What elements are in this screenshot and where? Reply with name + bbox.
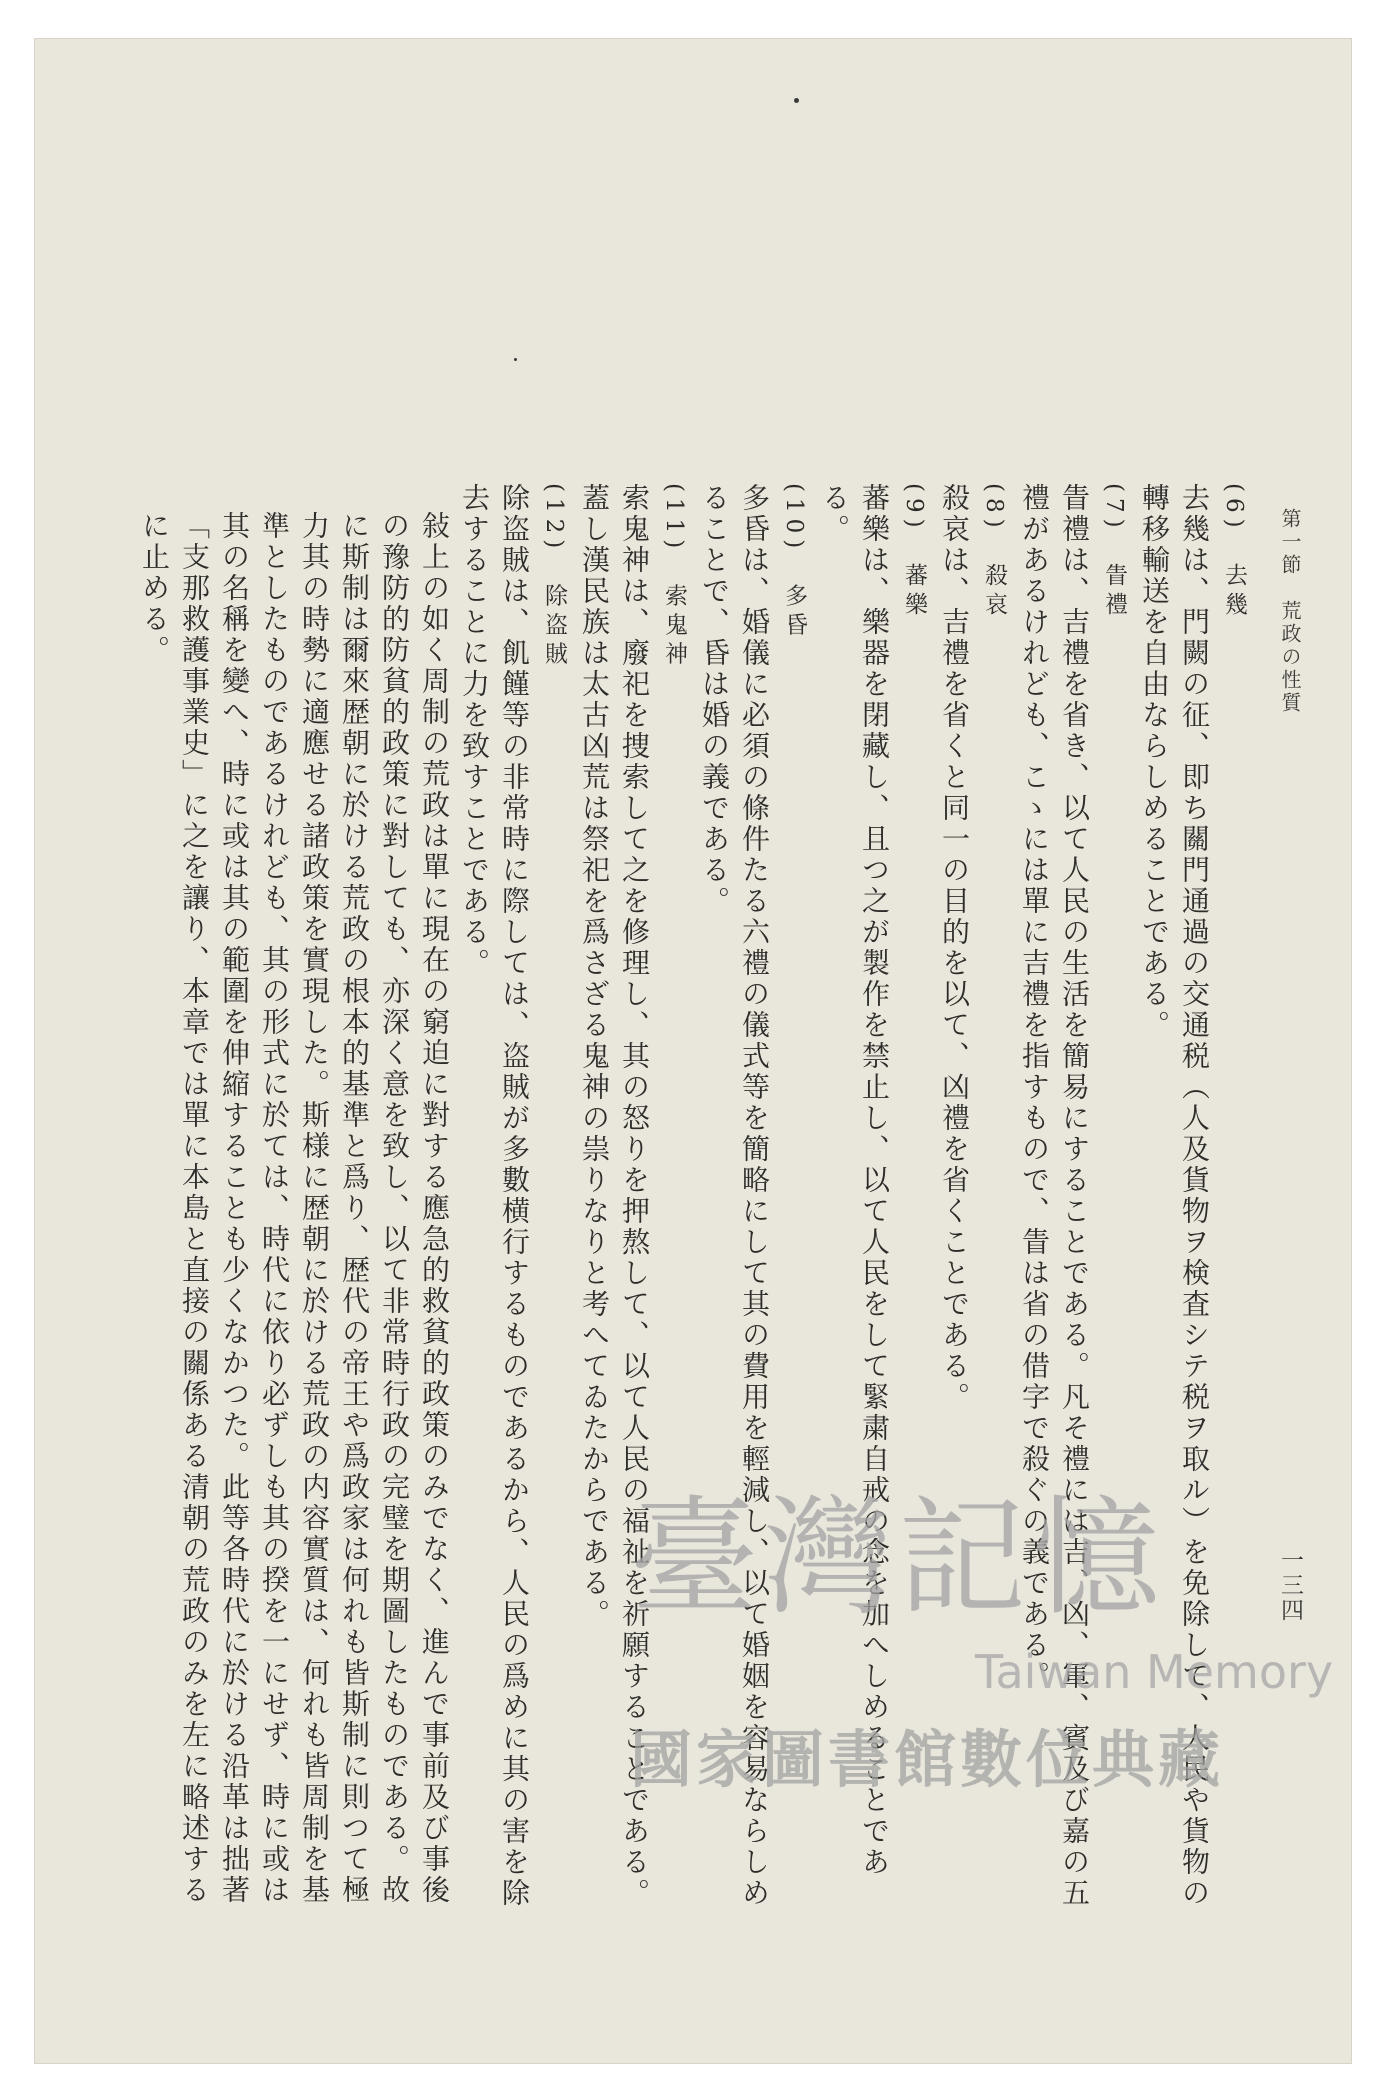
paragraph: 眚禮は、吉禮を省き、以て人民の生活を簡易にすることである。凡そ禮には吉、凶、軍、賓及び嘉の五禮があるけれども、こゝには單に吉禮を指すもので、眚は省の借字で殺ぐの義である。 xyxy=(1018,483,1091,1909)
page-number: 一三四 xyxy=(1277,1548,1303,1623)
section-heading: (11) 索鬼神 xyxy=(661,483,687,671)
section-heading: (10) 多昏 xyxy=(781,483,807,642)
summary-paragraph: 敍上の如く周制の荒政は單に現在の窮迫に對する應急的救貧的政策のみでなく、進んで事前及び事後の豫防的防貧的政策に對しても、亦深く意を致し、以て非常時行政の完璧を期圖したものである。故に斯制は爾來歴朝に於ける荒政の根本的基準と爲り、歴代の帝王や爲政家は何れも皆斯制に則つて極力其の時勢に適應せる諸政策を實現した。斯様に歴朝に於ける荒政の内容實質は、何れも皆周制を基準としたものであるけれども、其の形式に於ては、時代に依り必ずしも其の揆を一にせず、時に或は其の名稱を變へ、時に或は其の範圍を伸縮することも少くなかつた。此等各時代に於ける沿革は拙著「支那救護事業史」に之を讓り、本章では單に本島と直接の關係ある清朝の荒政のみを左に略述するに止める。 xyxy=(138,511,451,1906)
watermark-logo: 臺灣記憶 xyxy=(630,1484,1167,1633)
paragraph: 去幾は、門闕の征、即ち關門通過の交通税（人及貨物ヲ検査シテ税ヲ取ル）を免除して、人民や貨物の轉移輸送を自由ならしめることである。 xyxy=(1138,483,1211,1909)
paragraph: 多昏は、婚儀に必須の條件たる六禮の儀式等を簡略にして其の費用を輕減し、以て婚姻を容易ならしめることで、昏は婚の義である。 xyxy=(698,483,771,1909)
watermark xyxy=(630,1455,1334,1855)
paragraph: 蕃樂は、樂器を閉藏し、且つ之が製作を禁止し、以て人民をして緊粛自戒の念を加へしめることである。 xyxy=(818,483,891,1878)
section-heading: (8) 殺哀 xyxy=(981,483,1007,621)
watermark-institution: 國家圖書館數位典藏 xyxy=(630,1723,1225,1796)
running-header: 第一節 荒政の性質 xyxy=(1278,508,1302,715)
section-heading: (12) 除盗賊 xyxy=(541,483,567,671)
watermark-english: Taiwan Memory xyxy=(975,1645,1334,1699)
print-speck xyxy=(514,358,517,361)
section-heading: (9) 蕃樂 xyxy=(901,483,927,621)
section-heading: (7) 眚禮 xyxy=(1101,483,1127,621)
paragraph: 殺哀は、吉禮を省くと同一の目的を以て、凶禮を省くことである。 xyxy=(938,483,971,1413)
paragraph: 索鬼神は、廢祀を捜索して之を修理し、其の怒りを押熬して、以て人民の福祉を祈願することである。蓋し漢民族は太古凶荒は祭祀を爲さざる鬼神の祟りなりと考へてゐたからである。 xyxy=(578,483,651,1909)
section-heading: (6) 去幾 xyxy=(1221,483,1247,621)
paragraph: 除盗賊は、飢饉等の非常時に際しては、盗賊が多數横行するものであるから、人民の爲めに其の害を除去することに力を致すことである。 xyxy=(458,483,531,1909)
print-speck xyxy=(794,98,799,103)
